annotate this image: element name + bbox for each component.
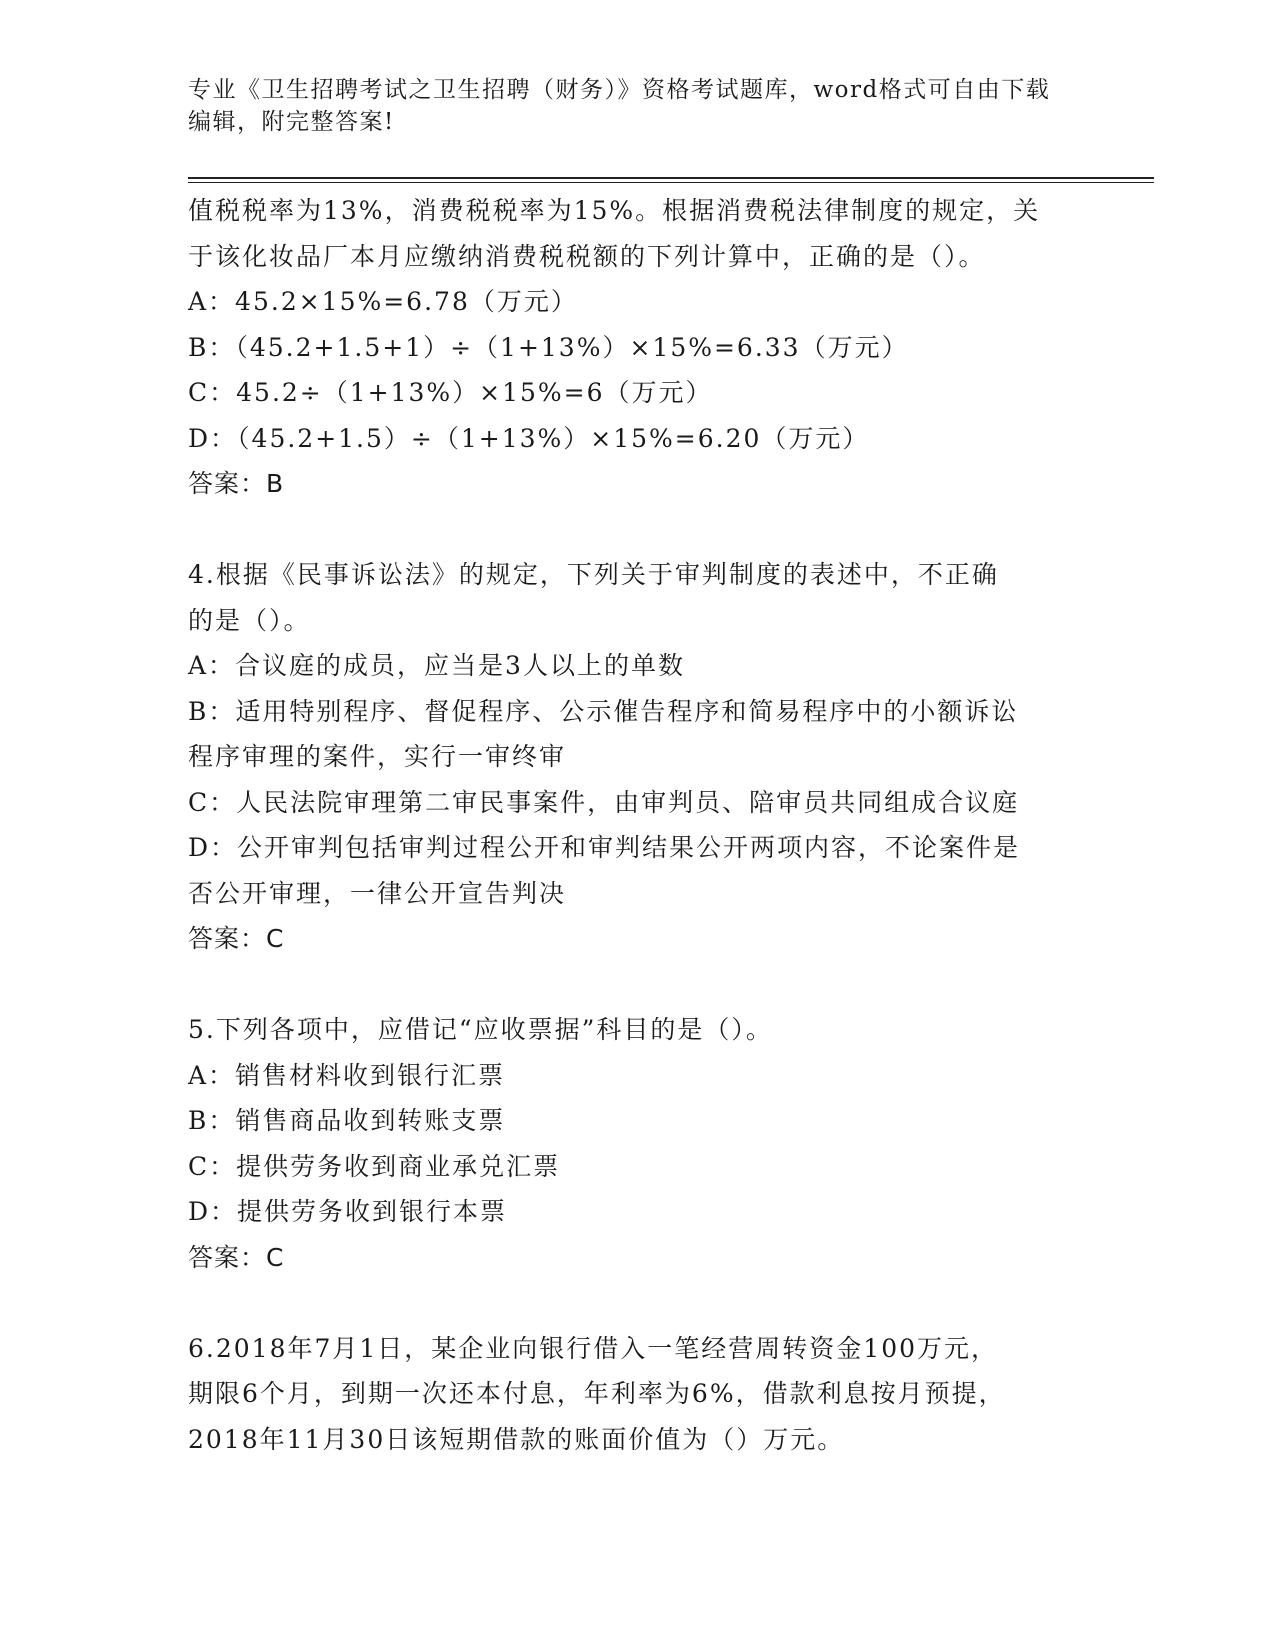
option-b: B：销售商品收到转账支票	[188, 1106, 506, 1135]
option-c: C：提供劳务收到商业承兑汇票	[188, 1151, 561, 1181]
answer-label: 答案：C	[188, 924, 285, 953]
option-d: D：（45.2+1.5）÷（1+13%）×15%=6.20（万元）	[188, 423, 870, 453]
question-stem-line: 于该化妆品厂本月应缴纳消费税税额的下列计算中，正确的是（）。	[188, 241, 986, 271]
question-stem-line: 6.2018年7月1日，某企业向银行借入一笔经营周转资金100万元，	[188, 1333, 999, 1363]
header-line-2: 编辑，附完整答案!	[188, 109, 395, 135]
option-c: C：人民法院审理第二审民事案件，由审判员、陪审员共同组成合议庭	[188, 787, 1020, 817]
option-b-continued: 程序审理的案件，实行一审终审	[188, 742, 567, 771]
answer-label: 答案：C	[188, 1242, 285, 1272]
question-stem-line: 4.根据《民事诉讼法》的规定，下列关于审判制度的表述中，不正确	[188, 560, 999, 589]
question-3	[188, 188, 1088, 507]
answer-label: 答案：B	[188, 469, 285, 498]
spacer	[188, 507, 1088, 553]
option-b: B：（45.2+1.5+1）÷（1+13%）×15%=6.33（万元）	[188, 332, 909, 362]
option-a: A：合议庭的成员，应当是3人以上的单数	[188, 651, 685, 680]
question-stem-line: 的是（）。	[188, 605, 311, 635]
question-4	[188, 552, 1088, 962]
question-stem-line: 5.下列各项中，应借记“应收票据”科目的是（）。	[188, 1015, 773, 1044]
option-d-continued: 否公开审理，一律公开宣告判决	[188, 878, 567, 908]
option-d: D：公开审判包括审判过程公开和审判结果公开两项内容，不论案件是	[188, 833, 1021, 862]
question-stem-line: 期限6个月，到期一次还本付息，年利率为6%，借款利息按月预提，	[188, 1379, 1006, 1408]
question-6	[188, 1326, 1088, 1463]
question-5	[188, 1007, 1088, 1280]
question-content	[188, 188, 1088, 1462]
option-a: A：销售材料收到银行汇票	[188, 1060, 506, 1090]
question-stem-line: 值税税率为13%，消费税税率为15%。根据消费税法律制度的规定，关	[188, 196, 1041, 225]
spacer	[188, 1280, 1088, 1326]
option-a: A：45.2×15%=6.78（万元）	[188, 287, 578, 316]
page-header	[188, 74, 1088, 138]
header-rule-thick	[188, 177, 1154, 179]
header-line-1: 专业《卫生招聘考试之卫生招聘（财务）》资格考试题库，word格式可自由下载	[188, 77, 1051, 103]
question-stem-line: 2018年11月30日该短期借款的账面价值为（）万元。	[188, 1424, 845, 1454]
header-rule-thin	[188, 182, 1154, 183]
spacer	[188, 962, 1088, 1008]
option-c: C：45.2÷（1+13%）×15%=6（万元）	[188, 378, 713, 407]
option-b: B：适用特别程序、督促程序、公示催告程序和简易程序中的小额诉讼	[188, 696, 1019, 726]
option-d: D：提供劳务收到银行本票	[188, 1197, 508, 1226]
